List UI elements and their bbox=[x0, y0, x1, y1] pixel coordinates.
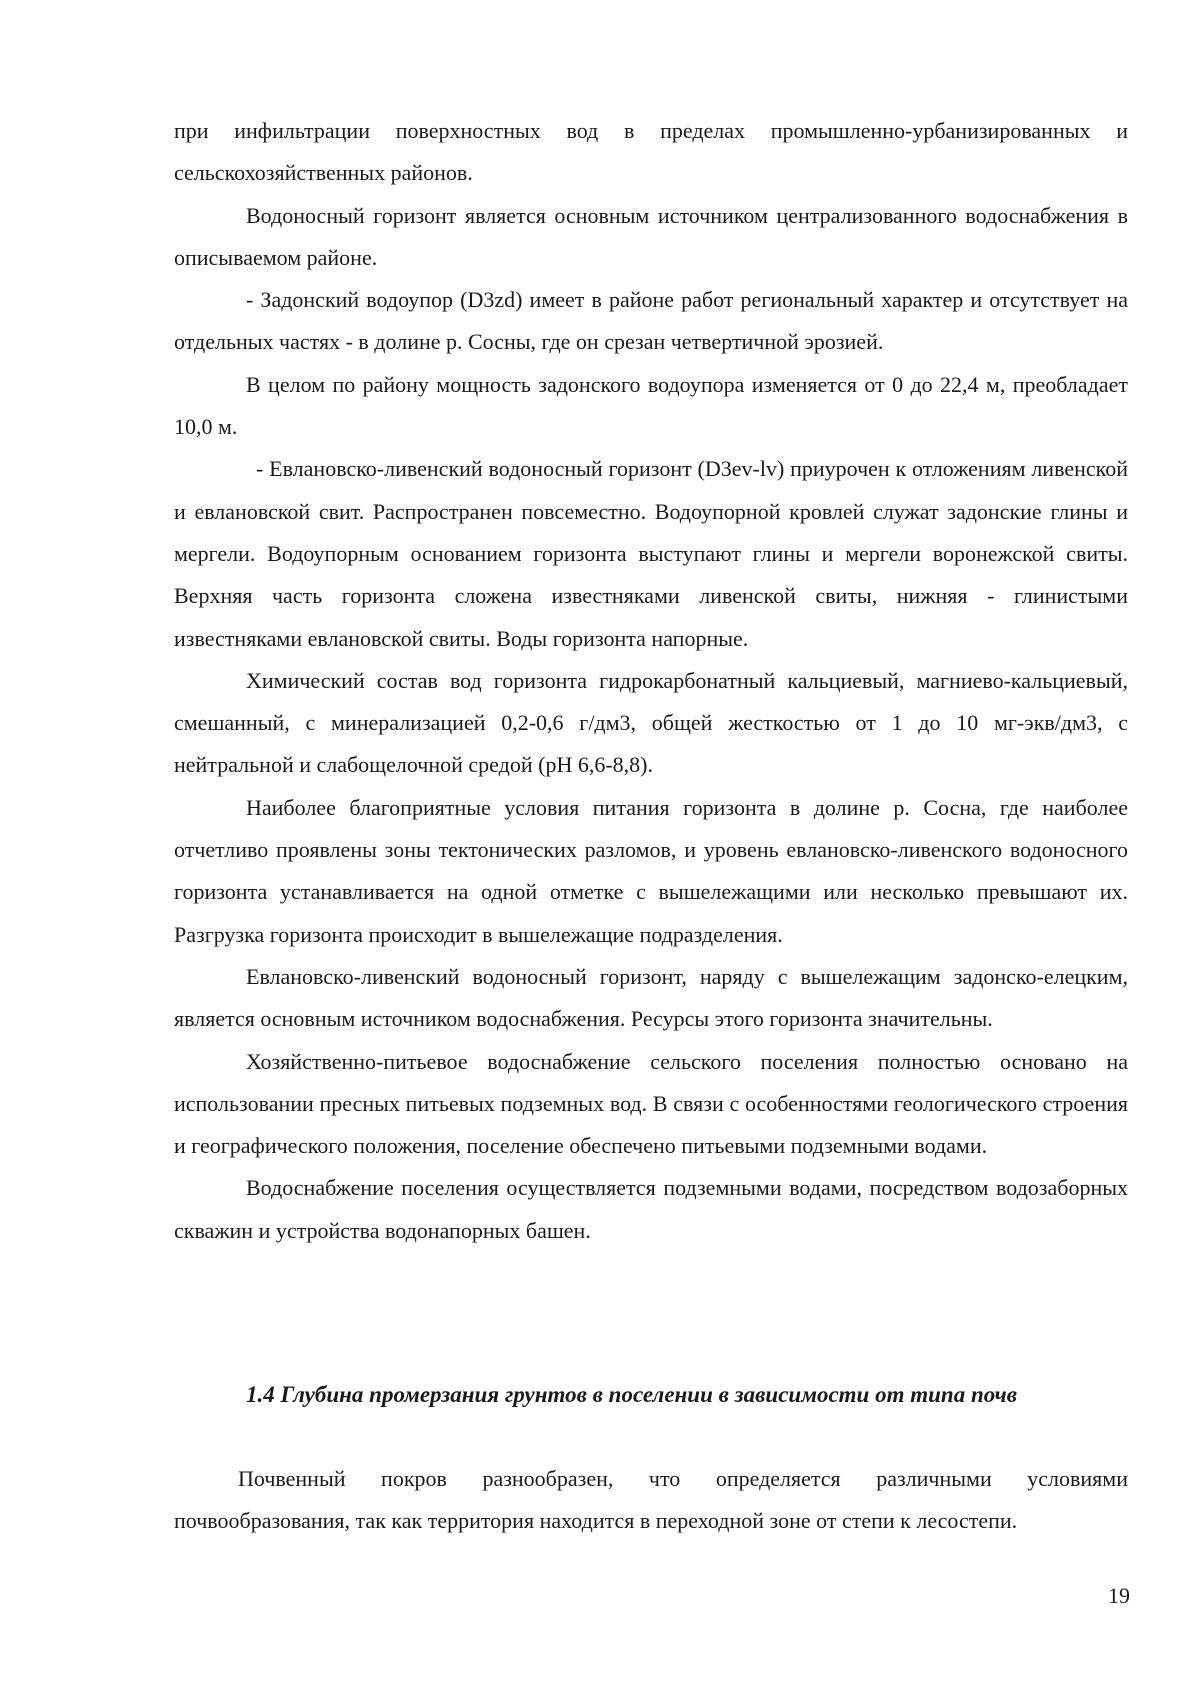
paragraph: Евлановско-ливенский водоносный горизонт, наряду с вышележащим задонско-елецким, является основным источником водоснабжения. Ресурсы этого горизонта значительны. bbox=[174, 963, 1128, 1032]
section-body-text bbox=[174, 1458, 1128, 1543]
paragraph: В целом по району мощность задонского водоупора изменяется от 0 до 22,4 м, преобладает 10,0 м. bbox=[174, 371, 1128, 440]
page-number: 19 bbox=[1108, 1583, 1130, 1608]
paragraph: Почвенный покров разнообразен, что определяется различными условиями почвообразования, так как территория находится в переходной зоне от степи к лесостепи. bbox=[174, 1466, 1128, 1534]
paragraph: - Задонский водоупор (D3zd) имеет в районе работ региональный характер и отсутствует на отдельных частях - в долине р. Сосны, где он срезан четвертичной эрозией. bbox=[174, 287, 1128, 355]
body-text bbox=[174, 110, 1128, 1252]
paragraph: Водоснабжение поселения осуществляется подземными водами, посредством водозаборных скважин и устройства водонапорных башен. bbox=[174, 1175, 1128, 1243]
paragraph: Хозяйственно-питьевое водоснабжение сельского поселения полностью основано на использовании пресных питьевых подземных вод. В связи с особенностями геологического строения и географического положения, поселение обеспечено питьевыми подземными водами. bbox=[174, 1048, 1128, 1159]
paragraph: Химический состав вод горизонта гидрокарбонатный кальциевый, магниево-кальциевый, смешанный, с минерализацией 0,2-0,6 г/дм3, общей жесткостью от 1 до 10 мг-экв/дм3, с нейтральной и слабощелочной средой (рН 6,6-8,8). bbox=[174, 667, 1128, 778]
paragraph: - Евлановско-ливенский водоносный горизонт (D3ev-lv) приурочен к отложениям ливенской и евлановской свит. Распространен повсеместно. Водоупорной кровлей служат задонские глины и мергели. Водоупорным основанием горизонта выступают глины и мергели воронежской свиты. Верхняя часть горизонта сложена известняками ливенской свиты, нижняя - глинистыми известняками евлановской свиты. Воды горизонта напорные. bbox=[174, 456, 1128, 651]
section-heading: 1.4 Глубина промерзания грунтов в поселении в зависимости от типа почв bbox=[246, 1382, 1017, 1407]
paragraph: Водоносный горизонт является основным источником централизованного водоснабжения в описываемом районе. bbox=[174, 202, 1128, 270]
paragraph: Наиболее благоприятные условия питания горизонта в долине р. Сосна, где наиболее отчетливо проявлены зоны тектонических разломов, и уровень евлановско-ливенского водоносного горизонта устанавливается на одной отметке с вышележащими или несколько превышают их. Разгрузка горизонта происходит в вышележащие подразделения. bbox=[174, 794, 1128, 947]
paragraph: при инфильтрации поверхностных вод в пределах промышленно-урбанизированных и сельскохозяйственных районов. bbox=[174, 118, 1128, 186]
